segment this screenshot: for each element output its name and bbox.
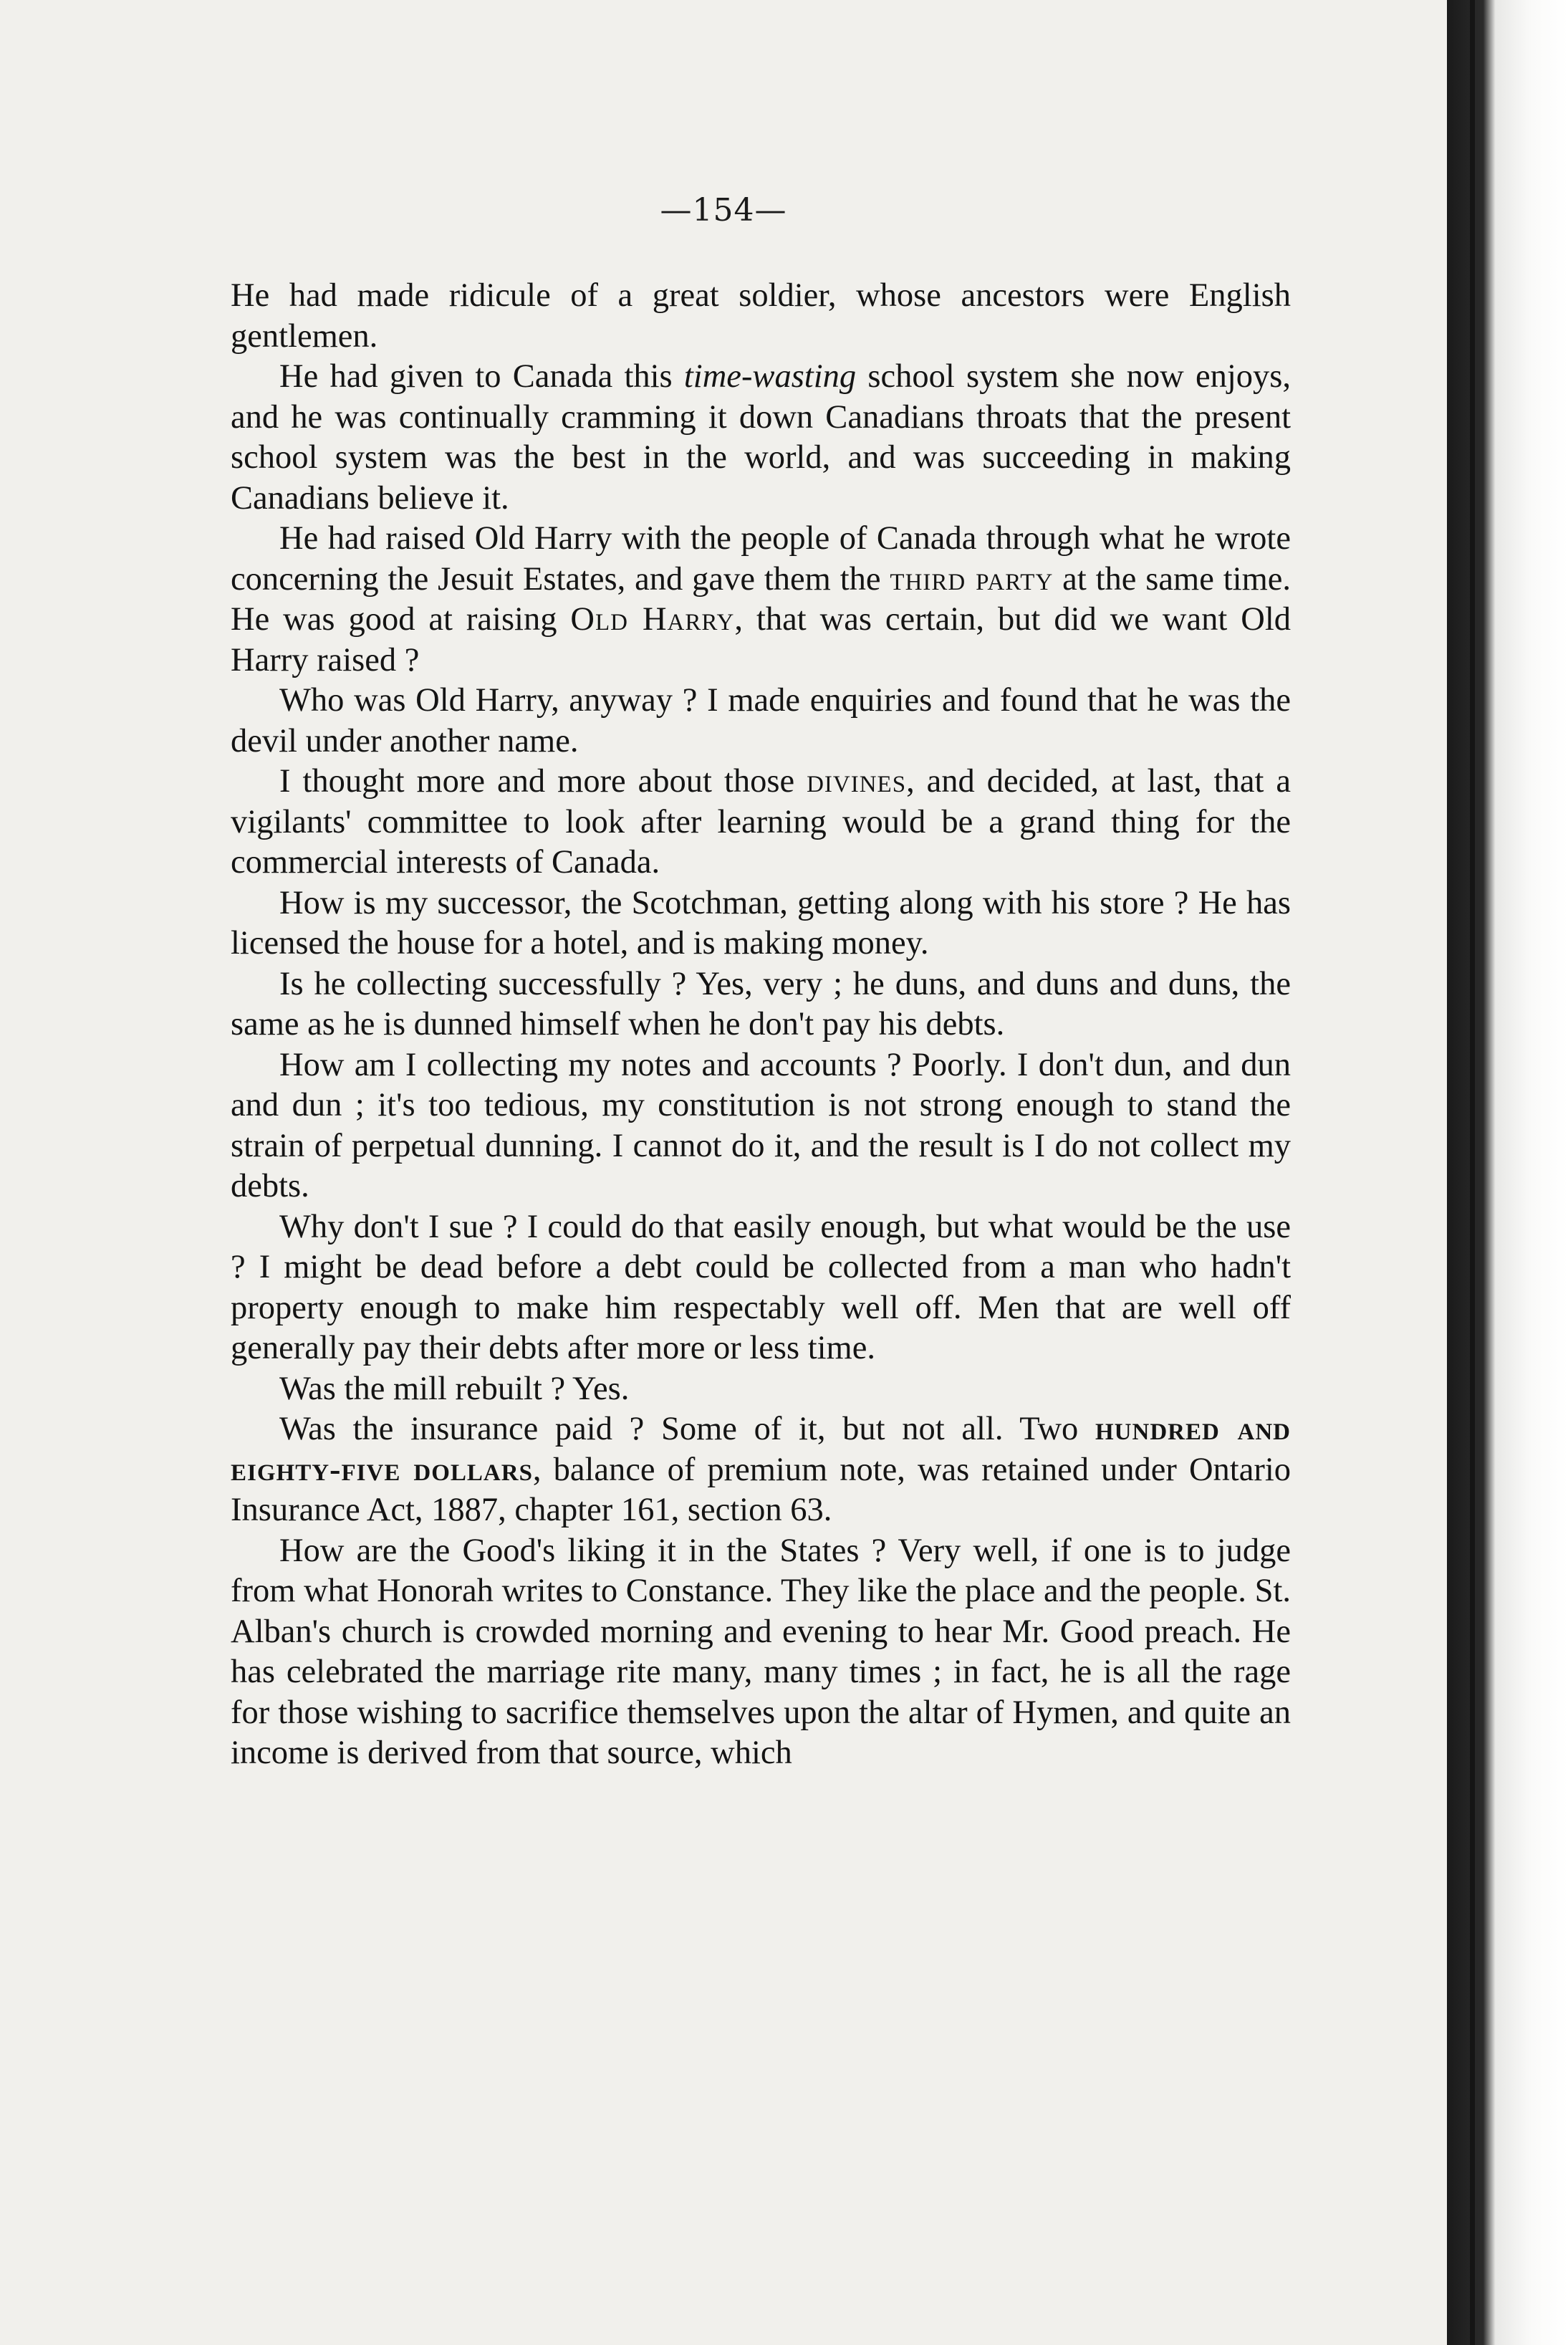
paragraph-9-text: Why don't I sue ? I could do that easily enough, but what would be the use ? I might be dead before a debt could be collected from a man who hadn't property enough to make him respectably well off. Men that are well off generally pay their debts after more or less time.	[231, 1208, 1291, 1366]
paragraph-5	[231, 762, 1291, 883]
paragraph-8-text: How am I collecting my notes and accounts ? Poorly. I don't dun, and dun and dun ; it's too tedious, my constitution is not strong enough to stand the strain of perpetual dunning. I cannot do it, and the result is I do not collect my debts.	[231, 1046, 1291, 1204]
paragraph-11-smallcaps: hundred and eighty-five dollars	[231, 1411, 1291, 1488]
paragraph-3-smallcaps-2: Old Harry	[570, 601, 735, 638]
paragraph-12-text: How are the Good's liking it in the States ? Very well, if one is to judge from what Honorah writes to Constance. They like the place and the people. St. Alban's church is crowded morning and evening to hear Mr. Good preach. He has celebrated the marriage rite many, many times ; in fact, he is all the rage for those wishing to sacrifice themselves upon the altar of Hymen, and quite an income is derived from that source, which	[231, 1532, 1291, 1771]
binding-edge	[1470, 0, 1475, 2345]
paragraph-3-b: at the same time. He was good at raising	[231, 560, 1292, 638]
paragraph-3-c: , that was certain, but did we want Old Harry raised ?	[231, 601, 1291, 678]
paragraph-12	[231, 1531, 1291, 1774]
paragraph-8	[231, 1045, 1291, 1207]
paragraph-2-before: He had given to Canada this	[279, 358, 684, 395]
paragraph-5-a: I thought more and more about those	[279, 763, 807, 800]
paragraph-3-a: He had raised Old Harry with the people of Canada through what he wrote concerning the Jesuit Estates, and gave them the	[231, 520, 1291, 598]
body-text	[231, 276, 1291, 1774]
paragraph-7-text: Is he collecting successfully ? Yes, very ; he duns, and duns and duns, the same as he is dunned himself when he don't pay his debts.	[231, 965, 1291, 1042]
paragraph-4	[231, 681, 1291, 762]
paragraph-3-smallcaps-1: third party	[890, 560, 1054, 598]
paragraph-2-italic: time-wasting	[683, 358, 857, 395]
paragraph-6	[231, 883, 1291, 964]
paragraph-5-smallcaps: divines	[807, 763, 907, 800]
paragraph-11-b: , balance of premium note, was retained under Ontario Insurance Act, 1887, chapter 161, section 63.	[231, 1451, 1291, 1528]
paragraph-7	[231, 964, 1291, 1045]
paragraph-11-a: Was the insurance paid ? Some of it, but not all. Two	[279, 1411, 1095, 1447]
page-gutter-shadow	[1447, 0, 1568, 2345]
paragraph-1	[231, 276, 1291, 357]
paragraph-6-text: How is my successor, the Scotchman, getting along with his store ? He has licensed the house for a hotel, and is making money.	[231, 884, 1291, 962]
paragraph-5-b: , and decided, at last, that a vigilants' committee to look after learning would be a grand thing for the commercial interests of Canada.	[231, 763, 1291, 881]
paragraph-1-text: He had made ridicule of a great soldier, whose ancestors were English gentlemen.	[231, 277, 1291, 355]
paragraph-10-text: Was the mill rebuilt ? Yes.	[279, 1370, 630, 1407]
paragraph-4-text: Who was Old Harry, anyway ? I made enquiries and found that he was the devil under another name.	[231, 682, 1291, 759]
page-number: —154—	[660, 192, 787, 229]
paragraph-9	[231, 1207, 1291, 1369]
paragraph-2-after: school system she now enjoys, and he was continually cramming it down Canadians throats that the present school system was the best in the world, and was succeeding in making Canadians believe it.	[231, 358, 1292, 517]
paragraph-3	[231, 519, 1291, 681]
paragraph-11	[231, 1409, 1291, 1531]
paragraph-2	[231, 357, 1291, 519]
paragraph-10	[231, 1369, 1291, 1410]
